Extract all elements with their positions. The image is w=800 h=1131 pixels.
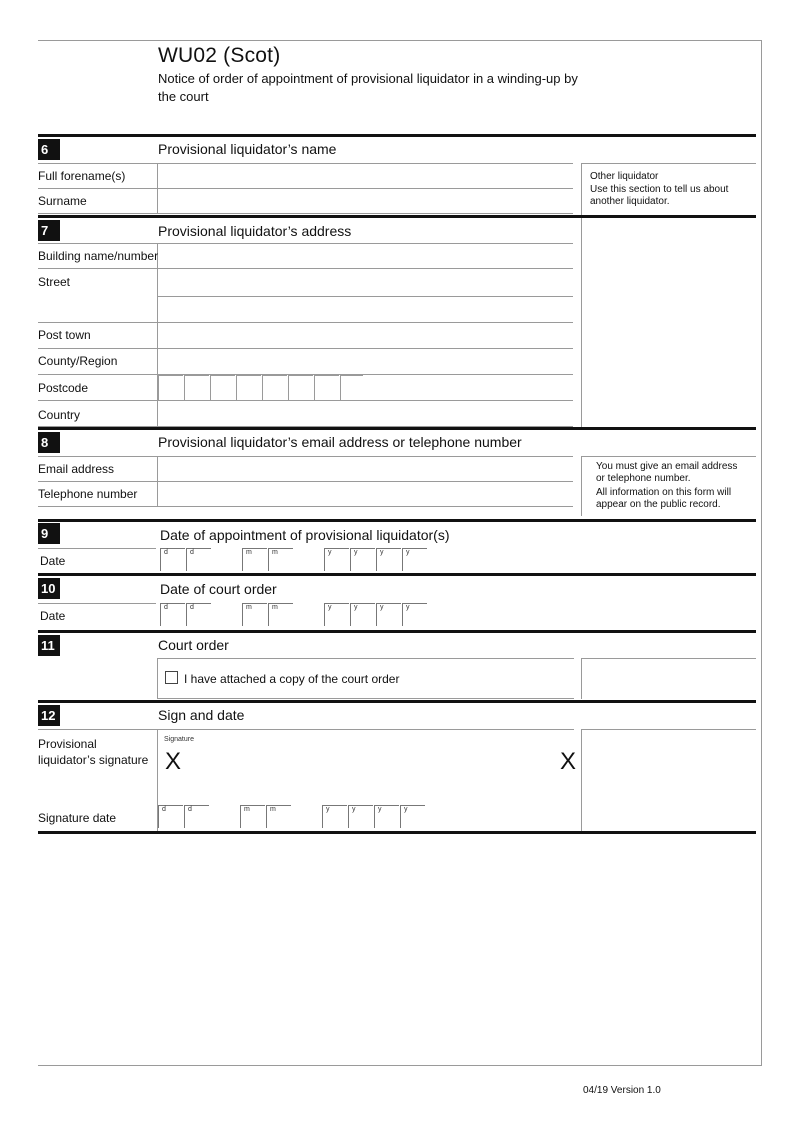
postcode-box[interactable] xyxy=(340,375,363,400)
section-8-rule xyxy=(38,427,756,430)
building-field[interactable] xyxy=(158,244,572,267)
section-6-rule xyxy=(38,134,756,137)
form-description: Notice of order of appointment of provisional liquidator in a winding-up by the court xyxy=(158,71,578,104)
postcode-box[interactable] xyxy=(184,375,209,400)
signature-date-field[interactable]: d d m m y y y y xyxy=(158,805,428,829)
s11-note-line xyxy=(582,658,756,659)
country-field[interactable] xyxy=(158,401,572,425)
frame-bottom-rule xyxy=(38,1065,762,1066)
s11-divider xyxy=(157,658,158,699)
section-8-title: Provisional liquidator’s email address or telephone number xyxy=(158,434,522,450)
court-order-date-label: Date xyxy=(40,609,66,623)
forename-label: Full forename(s) xyxy=(38,169,126,183)
section-12-rule xyxy=(38,700,756,703)
s8-note-divider xyxy=(581,456,582,516)
section-12-title: Sign and date xyxy=(158,707,245,723)
postcode-box[interactable] xyxy=(158,375,183,400)
post-town-field[interactable] xyxy=(158,323,572,347)
email-field[interactable] xyxy=(158,457,572,480)
s8-line xyxy=(38,506,573,507)
signature-date-label: Signature date xyxy=(38,811,117,825)
section-9-number: 9 xyxy=(38,523,60,544)
sign-end-mark: X xyxy=(560,748,577,775)
postcode-label: Postcode xyxy=(38,381,89,395)
s12-note-divider xyxy=(581,729,582,831)
telephone-field[interactable] xyxy=(158,482,572,505)
s6-note-line xyxy=(582,163,756,164)
telephone-label: Telephone number xyxy=(38,487,138,501)
court-order-date-field[interactable]: d d m m y y y y xyxy=(160,603,430,625)
section-8-number: 8 xyxy=(38,432,60,453)
s12-note-line xyxy=(582,729,756,730)
signature-label: Provisional liquidator’s signature xyxy=(38,737,149,767)
section-7-rule xyxy=(38,215,756,218)
s10-line xyxy=(38,603,156,604)
court-order-checkbox-label: I have attached a copy of the court order xyxy=(184,672,400,686)
contact-note-line1: You must give an email address or telephone number. xyxy=(596,461,738,484)
county-field[interactable] xyxy=(158,349,572,373)
section-7-title: Provisional liquidator’s address xyxy=(158,223,352,239)
section-11-number: 11 xyxy=(38,635,60,656)
section-7-number: 7 xyxy=(38,220,60,241)
section-6-title: Provisional liquidator’s name xyxy=(158,141,337,157)
appointment-date-field[interactable]: d d m m y y y y xyxy=(160,548,430,570)
street-field[interactable] xyxy=(158,269,572,321)
s11-note-divider xyxy=(581,658,582,699)
postcode-box[interactable] xyxy=(262,375,287,400)
s11-line xyxy=(158,698,574,699)
section-9-rule xyxy=(38,519,756,522)
appointment-date-label: Date xyxy=(40,554,66,568)
s9-line xyxy=(38,548,156,549)
surname-field[interactable] xyxy=(158,189,572,212)
contact-note-line2: All information on this form will appear on the public record. xyxy=(596,487,732,510)
postcode-box[interactable] xyxy=(288,375,313,400)
post-town-label: Post town xyxy=(38,328,91,342)
surname-label: Surname xyxy=(38,194,87,208)
county-label: County/Region xyxy=(38,354,118,368)
frame-right-rule xyxy=(761,40,762,1066)
signature-caption: Signature xyxy=(164,736,194,743)
building-label: Building name/number xyxy=(38,249,159,263)
street-label: Street xyxy=(38,275,71,289)
frame-top-rule xyxy=(38,40,762,41)
s6-line xyxy=(38,213,573,214)
section-10-number: 10 xyxy=(38,578,60,599)
other-liquidator-note-text: Use this section to tell us about another liquidator. xyxy=(590,184,729,207)
signature-field[interactable] xyxy=(158,730,577,802)
s11-line xyxy=(158,658,574,659)
forename-field[interactable] xyxy=(158,164,572,187)
postcode-box[interactable] xyxy=(236,375,261,400)
section-12-number: 12 xyxy=(38,705,60,726)
version-label: 04/19 Version 1.0 xyxy=(583,1085,661,1096)
section-10-title: Date of court order xyxy=(160,581,277,597)
right-column-divider xyxy=(581,163,582,428)
country-label: Country xyxy=(38,408,81,422)
postcode-box[interactable] xyxy=(314,375,339,400)
form-end-rule xyxy=(38,831,756,834)
s8-note-line xyxy=(582,456,756,457)
section-10-rule xyxy=(38,573,756,576)
postcode-field[interactable] xyxy=(158,375,368,399)
form-code: WU02 (Scot) xyxy=(158,44,281,67)
section-6-number: 6 xyxy=(38,139,60,160)
section-9-title: Date of appointment of provisional liquidator(s) xyxy=(160,527,450,543)
other-liquidator-note-title: Other liquidator xyxy=(590,171,659,182)
section-11-rule xyxy=(38,630,756,633)
section-11-title: Court order xyxy=(158,637,229,653)
postcode-box[interactable] xyxy=(210,375,235,400)
sign-start-mark: X xyxy=(165,748,182,775)
court-order-checkbox[interactable] xyxy=(165,671,178,684)
email-label: Email address xyxy=(38,462,115,476)
